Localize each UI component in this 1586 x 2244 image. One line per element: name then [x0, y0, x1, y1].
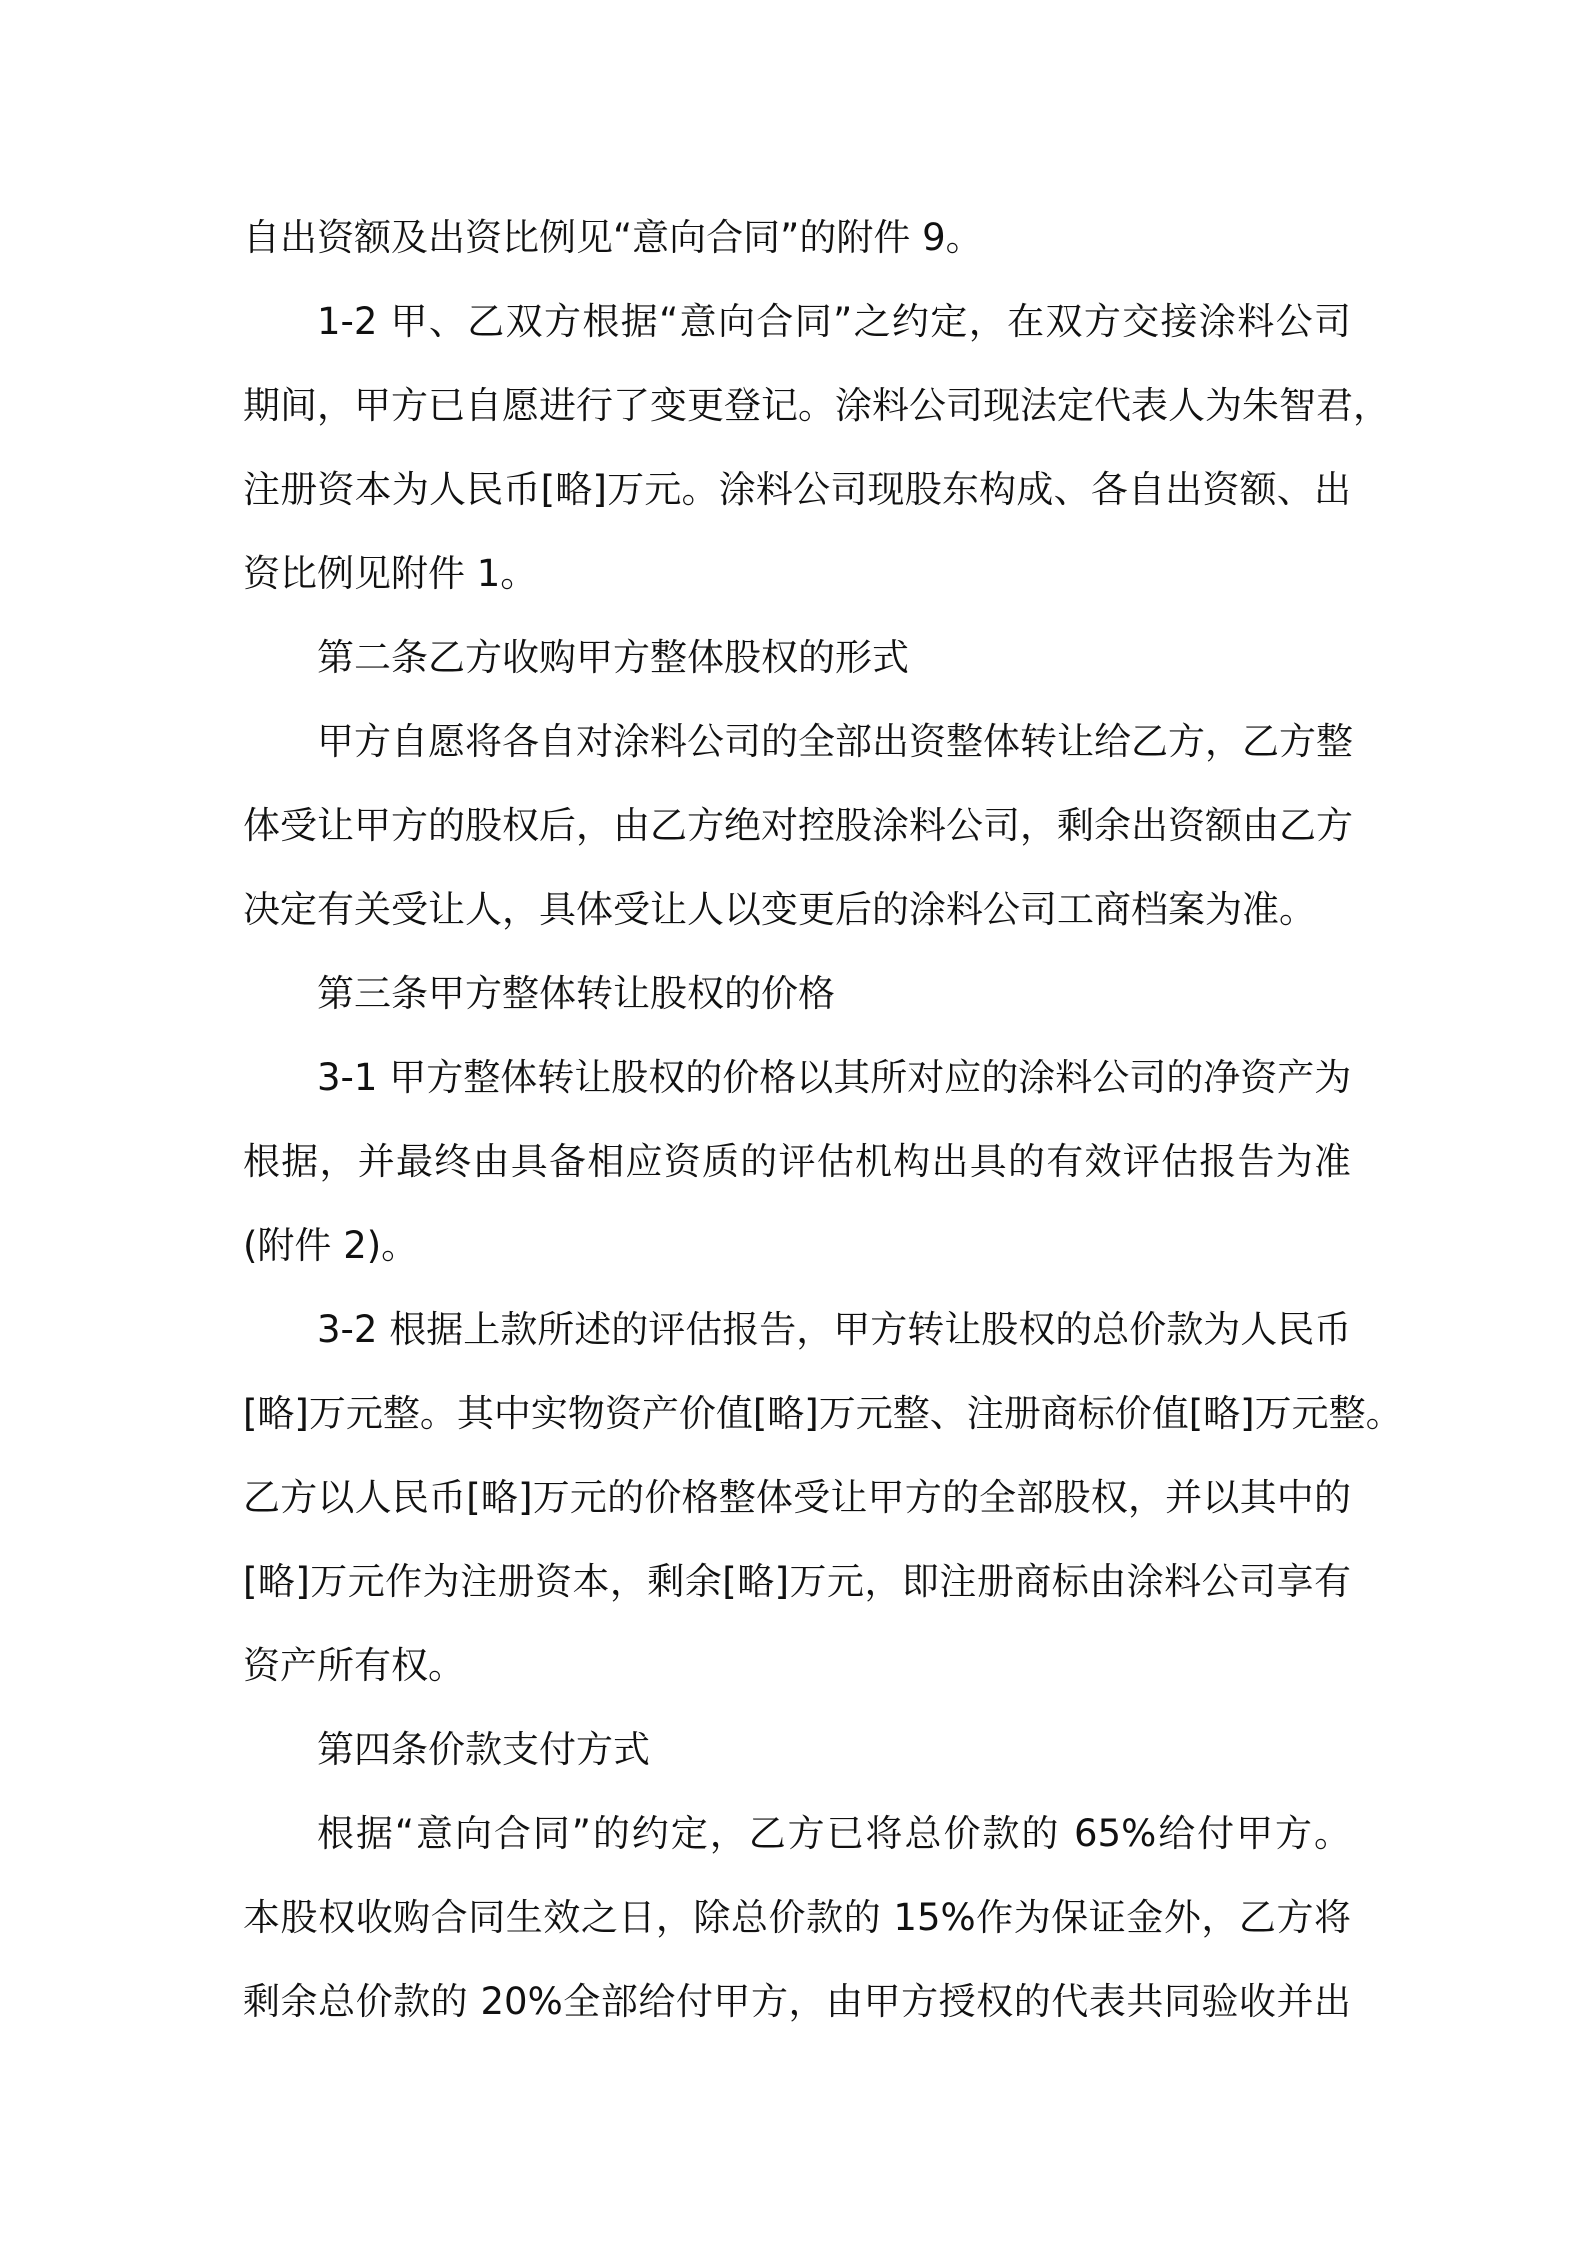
text-line: 3-2 根据上款所述的评估报告，甲方转让股权的总价款为人民币: [317, 1308, 1352, 1351]
text-line: 注册资本为人民币[略]万元。涂料公司现股东构成、各自出资额、出: [243, 468, 1351, 511]
text-line: 乙方以人民币[略]万元的价格整体受让甲方的全部股权，并以其中的: [243, 1476, 1351, 1519]
text-line: 期间，甲方已自愿进行了变更登记。涂料公司现法定代表人为朱智君，: [243, 384, 1390, 427]
text-line: 体受让甲方的股权后，由乙方绝对控股涂料公司，剩余出资额由乙方: [243, 804, 1353, 847]
section-heading: 第四条价款支付方式: [317, 1728, 650, 1771]
text-line: 根据，并最终由具备相应资质的评估机构出具的有效评估报告为准: [243, 1140, 1351, 1183]
text-line: 根据“意向合同”的约定，乙方已将总价款的 65%给付甲方。: [317, 1812, 1351, 1855]
document-body: [243, 196, 1403, 2044]
text-line: 自出资额及出资比例见“意向合同”的附件 9。: [243, 216, 983, 259]
text-line: [略]万元作为注册资本，剩余[略]万元，即注册商标由涂料公司享有: [243, 1560, 1351, 1603]
text-line: 决定有关受让人，具体受让人以变更后的涂料公司工商档案为准。: [243, 888, 1316, 931]
text-line: 本股权收购合同生效之日，除总价款的 15%作为保证金外，乙方将: [243, 1896, 1351, 1939]
text-line: 资产所有权。: [243, 1644, 465, 1687]
text-line: [略]万元整。其中实物资产价值[略]万元整、注册商标价值[略]万元整。: [243, 1392, 1403, 1435]
section-heading: 第二条乙方收购甲方整体股权的形式: [317, 636, 909, 679]
text-line: 3-1 甲方整体转让股权的价格以其所对应的涂料公司的净资产为: [317, 1056, 1352, 1099]
text-line: 资比例见附件 1。: [243, 552, 538, 595]
text-line: (附件 2)。: [243, 1224, 419, 1267]
text-line: 甲方自愿将各自对涂料公司的全部出资整体转让给乙方，乙方整: [317, 720, 1353, 763]
text-line: 剩余总价款的 20%全部给付甲方，由甲方授权的代表共同验收并出: [243, 1980, 1351, 2023]
section-heading: 第三条甲方整体转让股权的价格: [317, 972, 835, 1015]
text-line: 1-2 甲、乙双方根据“意向合同”之约定，在双方交接涂料公司: [317, 300, 1351, 343]
